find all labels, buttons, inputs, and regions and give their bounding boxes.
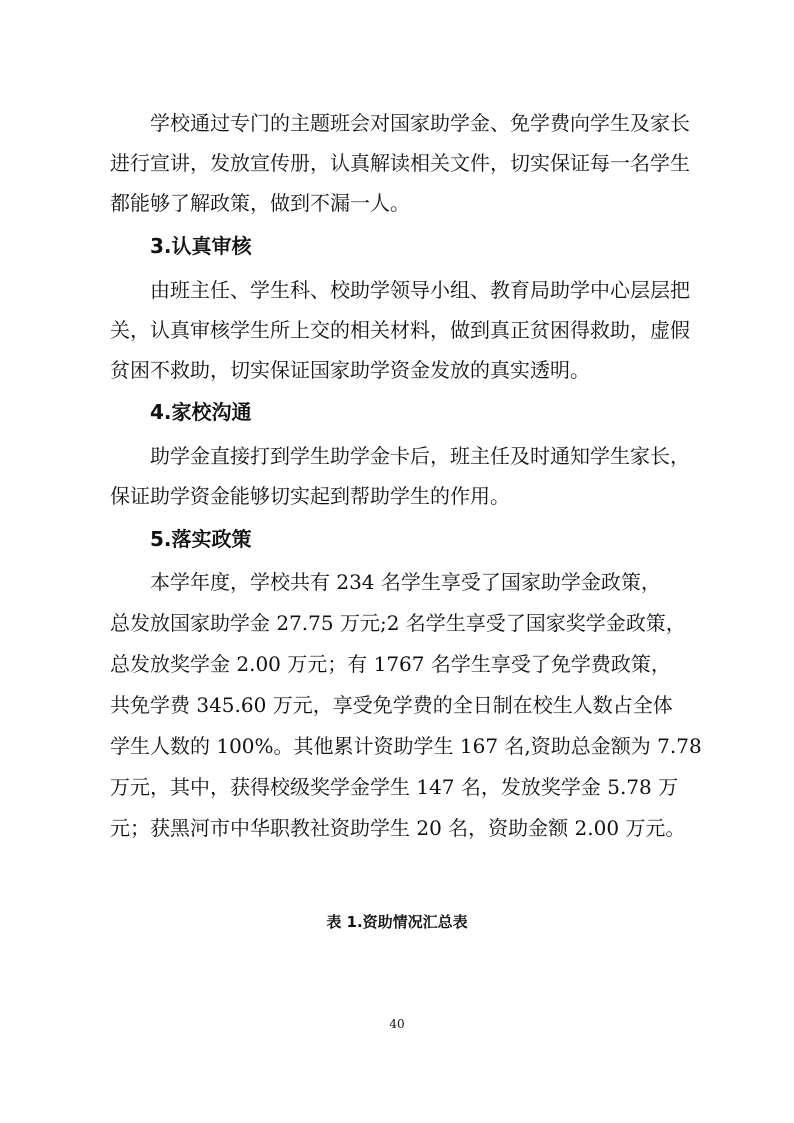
page-number: 40 — [389, 1017, 405, 1031]
heading-review: 3.认真审核 — [150, 234, 252, 258]
table-caption: 表 1.资助情况汇总表 — [326, 913, 468, 931]
policy-line-4: 共免学费 345.60 万元，享受免学费的全日制在校生人数占全体 — [110, 693, 673, 717]
paragraph-publicity: 学校通过专门的主题班会对国家助学金、免学费向学生及家长进行宣讲，发放宣传册，认真解读相关文件，切实保证每一名学生都能够了解政策，做到不漏一人。 — [110, 111, 690, 215]
heading-implementation: 5.落实政策 — [150, 527, 252, 551]
heading-communication: 4.家校沟通 — [150, 400, 252, 424]
policy-line-5: 学生人数的 100%。其他累计资助学生 167 名,资助总金额为 7.78 — [110, 734, 702, 758]
policy-line-6: 万元，其中，获得校级奖学金学生 147 名，发放奖学金 5.78 万 — [110, 775, 679, 799]
policy-line-2: 总发放国家助学金 27.75 万元;2 名学生享受了国家奖学金政策， — [110, 611, 686, 635]
paragraph-communication: 助学金直接打到学生助学金卡后，班主任及时通知学生家长，保证助学资金能够切实起到帮助学生的作用。 — [110, 444, 690, 508]
policy-line-1: 本学年度，学校共有 234 名学生享受了国家助学金政策， — [150, 570, 661, 594]
policy-line-7: 元；获黑河市中华职教社资助学生 20 名，资助金额 2.00 万元。 — [110, 816, 686, 840]
policy-line-3: 总发放奖学金 2.00 万元；有 1767 名学生享受了免学费政策， — [110, 652, 671, 676]
paragraph-review: 由班主任、学生科、校助学领导小组、教育局助学中心层层把关，认真审核学生所上交的相关材料，做到真正贫困得救助，虚假贫困不救助，切实保证国家助学资金发放的真实透明。 — [110, 278, 690, 382]
